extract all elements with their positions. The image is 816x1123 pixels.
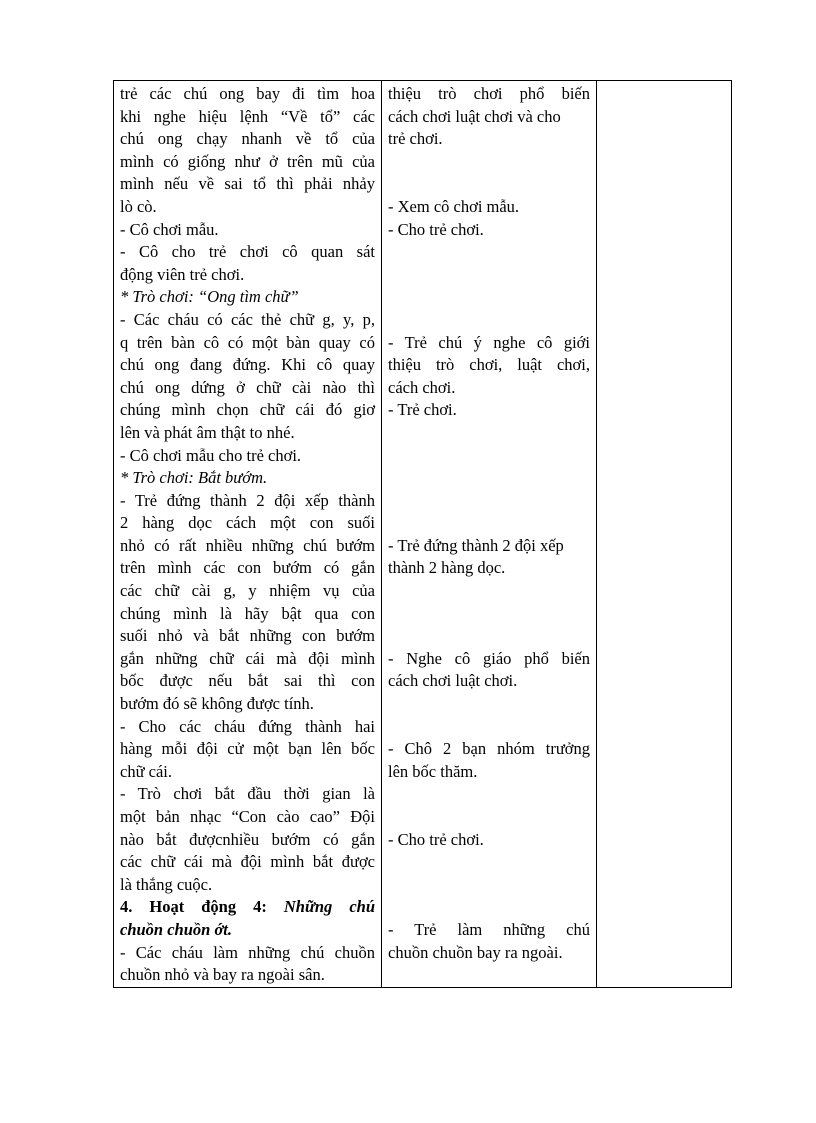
text-line: - Trẻ chơi.	[388, 400, 457, 420]
text-line	[388, 467, 590, 490]
text-line: - Trẻ đứng thành 2 đội xếp	[388, 535, 564, 555]
text-line: - Chô 2 bạn nhóm trưởng	[388, 739, 590, 759]
text-line	[388, 286, 590, 309]
text-line: trẻ chơi.	[388, 129, 443, 149]
text-line: bốc được nếu bắt sai thì con	[120, 671, 375, 691]
text-line: nhỏ có rất nhiều những chú bướm	[120, 535, 375, 555]
text-line: các chữ cái mà đội mình bắt được	[120, 852, 375, 872]
heading-label: 4. Hoạt động 4:	[120, 897, 284, 917]
text-line: chuồn nhỏ và bay ra ngoài sân.	[120, 965, 325, 985]
text-line: chú ong dứng ở chữ cài nào thì	[120, 377, 375, 397]
text-line: - Trẻ đứng thành 2 đội xếp thành	[120, 490, 375, 510]
text-line: mình có giống như ở trên mũ của	[120, 151, 375, 171]
text-line: - Cô cho trẻ chơi cô quan sát	[120, 242, 375, 262]
text-line: động viên trẻ chơi.	[120, 264, 245, 284]
text-line	[388, 783, 590, 806]
text-line: chú ong chạy nhanh về tổ của	[120, 129, 375, 149]
notes-cell	[597, 81, 732, 988]
text-line: chúng mình là hãy bật qua con	[120, 603, 375, 623]
text-line: chúng mình chọn chữ cái đó giơ	[120, 400, 375, 420]
text-line: - Các cháu làm những chú chuồn	[120, 942, 375, 962]
text-line: * Trò chơi: “Ong tìm chữ”	[120, 287, 299, 307]
text-line: * Trò chơi: Bắt bướm.	[120, 468, 268, 488]
text-line	[388, 874, 590, 897]
text-line: 2 hàng dọc cách một con suối	[120, 513, 375, 533]
text-line	[388, 309, 590, 332]
text-line: thiệu trò chơi phổ biến	[388, 84, 590, 103]
text-line	[388, 422, 590, 445]
text-line	[388, 716, 590, 739]
text-line: chữ cái.	[120, 761, 172, 781]
text-line: - Trẻ chú ý nghe cô giới	[388, 332, 590, 352]
text-line: chú ong đang đứng. Khi cô quay	[120, 355, 375, 375]
text-line: khi nghe hiệu lệnh “Về tổ” các	[120, 106, 375, 126]
text-line: hàng mỗi đội cử một bạn lên bốc	[120, 739, 375, 759]
text-line: lên và phát âm thật to nhé.	[120, 422, 295, 442]
text-line	[388, 625, 590, 648]
text-line	[120, 896, 375, 919]
text-line: chuồn chuồn bay ra ngoài.	[388, 942, 563, 962]
text-line	[388, 603, 590, 626]
text-line: - Cô chơi mẫu cho trẻ chơi.	[120, 445, 302, 465]
text-line	[388, 512, 590, 535]
text-line: - Cô chơi mẫu.	[120, 219, 219, 239]
text-line: - Trẻ làm những chú	[388, 919, 590, 939]
text-line: nào bắt đượcnhiều bướm có gắn	[120, 829, 375, 849]
text-line: - Xem cô chơi mẫu.	[388, 196, 520, 216]
text-line	[388, 896, 590, 919]
text-line: một bản nhạc “Con cào cao” Đội	[120, 807, 375, 826]
text-line	[388, 151, 590, 174]
text-line	[388, 580, 590, 603]
text-line: lên bốc thăm.	[388, 761, 478, 781]
text-line: trẻ các chú ong bay đi tìm hoa	[120, 84, 375, 103]
text-line	[388, 806, 590, 829]
text-line: - Trò chơi bắt đầu thời gian là	[120, 784, 375, 804]
text-line	[388, 693, 590, 716]
text-line: thiệu trò chơi, luật chơi,	[388, 355, 590, 375]
text-line: lò cò.	[120, 196, 157, 216]
text-line: - Các cháu có các thẻ chữ g, y, p,	[120, 309, 375, 329]
text-line: cách chơi.	[388, 377, 456, 397]
table-row	[114, 81, 732, 988]
text-line: - Cho trẻ chơi.	[388, 219, 484, 239]
text-line	[388, 851, 590, 874]
text-line: các chữ cài g, y nhiệm vụ của	[120, 581, 375, 601]
text-line	[388, 241, 590, 264]
child-activity-text	[388, 83, 590, 964]
text-line: suối nhỏ và bắt những con bướm	[120, 626, 375, 646]
text-line: q trên bàn cô có một bàn quay có	[120, 332, 375, 352]
text-line	[388, 173, 590, 196]
text-line: trên mình các con bướm có gắn	[120, 558, 375, 578]
text-line: chuồn chuồn ớt.	[120, 919, 233, 939]
text-line: - Nghe cô giáo phổ biến	[388, 648, 590, 668]
teacher-activity-cell	[114, 81, 382, 988]
lesson-plan-table	[113, 80, 732, 988]
text-line: bướm đó sẽ không được tính.	[120, 694, 314, 714]
text-line: gắn những chữ cái mà đội mình	[120, 648, 375, 668]
text-line	[388, 264, 590, 287]
text-line: cách chơi luật chơi.	[388, 671, 518, 691]
text-line: thành 2 hàng dọc.	[388, 558, 506, 578]
text-line: cách chơi luật chơi và cho	[388, 106, 561, 126]
teacher-activity-text	[120, 83, 375, 987]
text-line	[388, 445, 590, 468]
text-line: mình nếu về sai tổ thì phải nhảy	[120, 174, 375, 194]
text-line	[388, 490, 590, 513]
text-line: là thắng cuộc.	[120, 874, 213, 894]
heading-title: Những chú	[283, 897, 375, 917]
text-line: - Cho trẻ chơi.	[388, 829, 484, 849]
text-line: - Cho các cháu đứng thành hai	[120, 716, 375, 736]
child-activity-cell	[382, 81, 597, 988]
